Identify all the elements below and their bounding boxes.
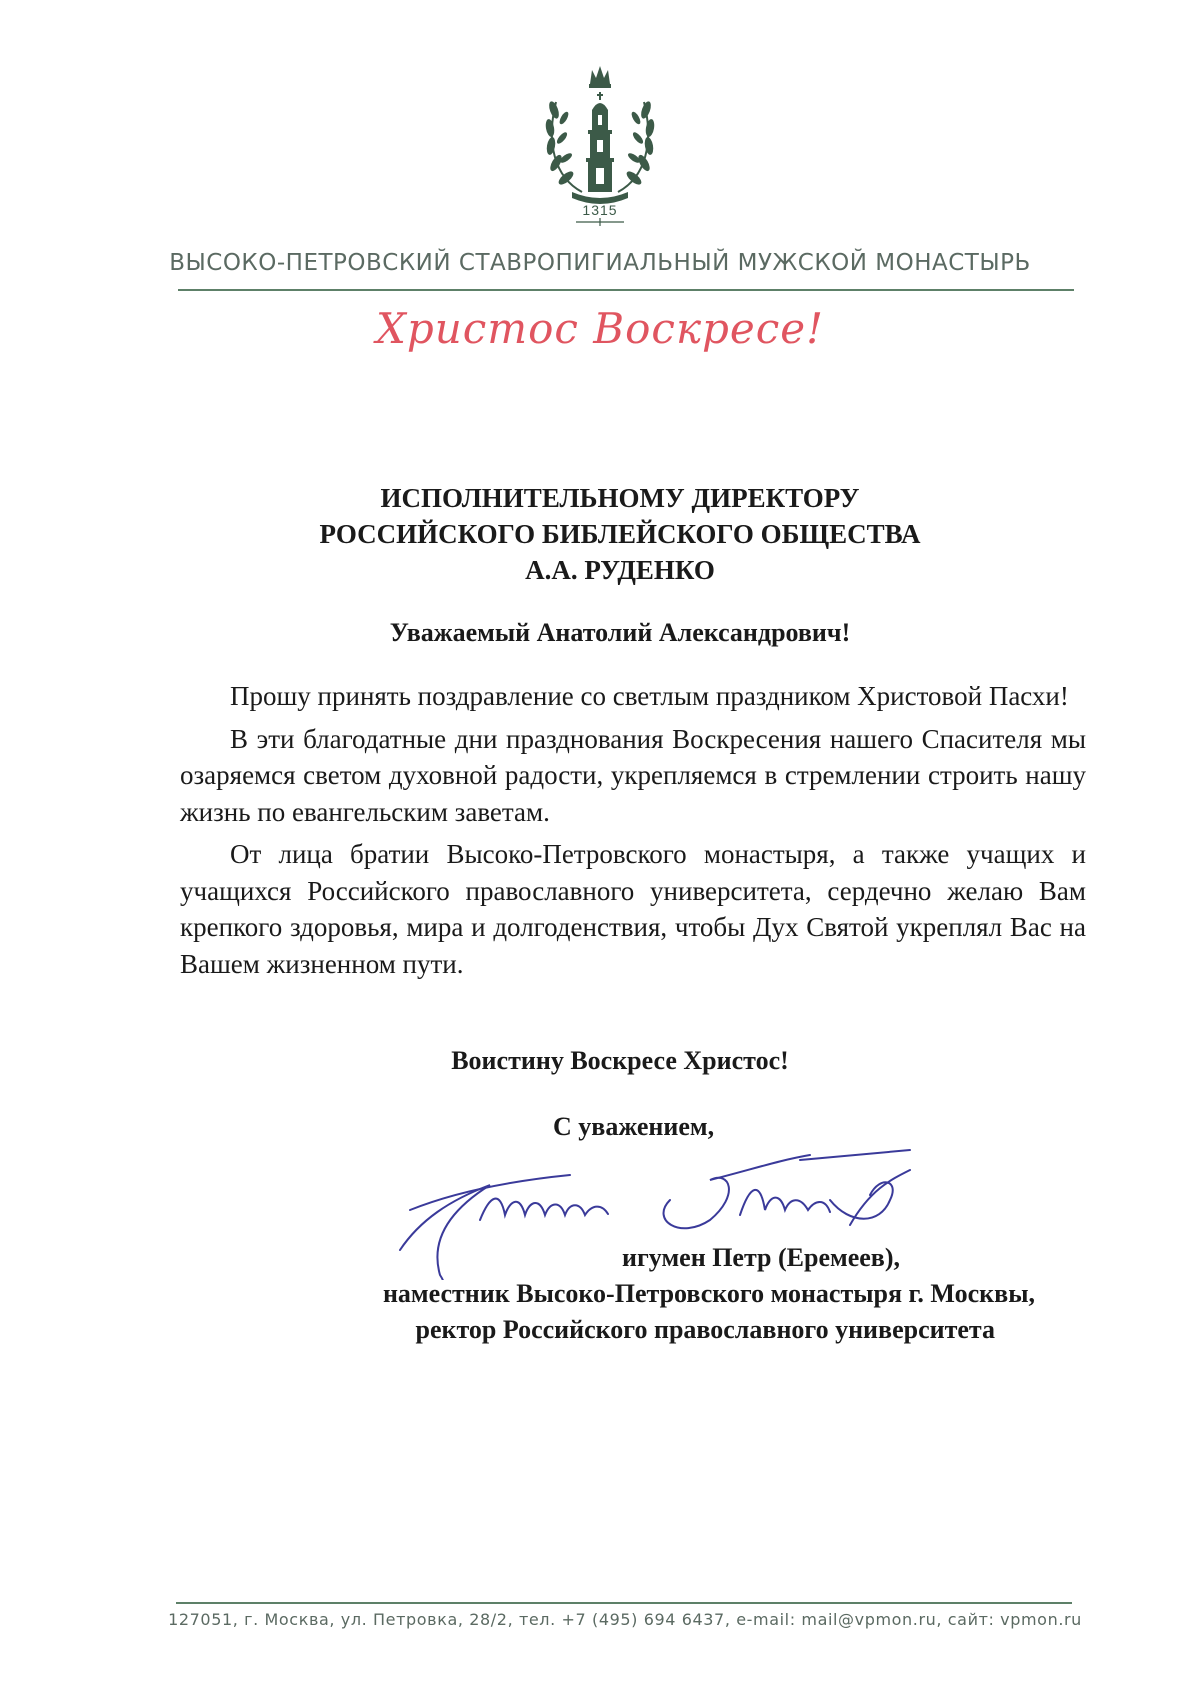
easter-greeting-header: Христос Воскресе! — [375, 304, 825, 353]
emblem-year: 1315 — [582, 202, 618, 218]
signer-name: игумен Петр (Еремеев), — [622, 1243, 900, 1272]
signer-block — [200, 1240, 1060, 1348]
salutation: Уважаемый Анатолий Александрович! — [389, 618, 851, 647]
body-paragraph-1: Прошу принять поздравление со светлым праздником Христовой Пасхи! — [230, 681, 1069, 711]
addressee-line-3: А.А. РУДЕНКО — [525, 555, 715, 585]
signer-title-1: наместник Высоко-Петровского монастыря г. Москвы, — [382, 1279, 1035, 1308]
signer-title-2: ректор Российского православного университета — [415, 1315, 995, 1344]
organization-name: ВЫСОКО-ПЕТРОВСКИЙ СТАВРОПИГИАЛЬНЫЙ МУЖСКОЙ МОНАСТЫРЬ — [169, 250, 1031, 276]
header-divider — [178, 289, 1074, 291]
addressee-block — [200, 480, 1040, 588]
body-paragraph-2: В эти благодатные дни празднования Воскресения нашего Спасителя мы озаряемся светом духовной радости, укрепляемся в стремлении строить нашу жизнь по евангельским заветам. — [180, 723, 1086, 827]
footer-divider — [176, 1602, 1072, 1604]
regards-line: С уважением, — [553, 1112, 715, 1141]
closing-phrase: Воистину Воскресе Христос! — [451, 1046, 789, 1075]
addressee-line-1: ИСПОЛНИТЕЛЬНОМУ ДИРЕКТОРУ — [380, 483, 860, 513]
letter-body — [180, 678, 1086, 988]
addressee-line-2: РОССИЙСКОГО БИБЛЕЙСКОГО ОБЩЕСТВА — [319, 519, 921, 549]
footer-contacts: 127051, г. Москва, ул. Петровка, 28/2, тел. +7 (495) 694 6437, e-mail: mail@vpmon.ru, сайт: vpmon.ru — [168, 1610, 1082, 1629]
body-paragraph-3: От лица братии Высоко-Петровского монастыря, а также учащих и учащихся Российского православного университета, сердечно желаю Вам крепкого здоровья, мира и долгоденствия, чтобы Дух Святой укреплял Вас на Вашем жизненном пути. — [180, 839, 1086, 979]
